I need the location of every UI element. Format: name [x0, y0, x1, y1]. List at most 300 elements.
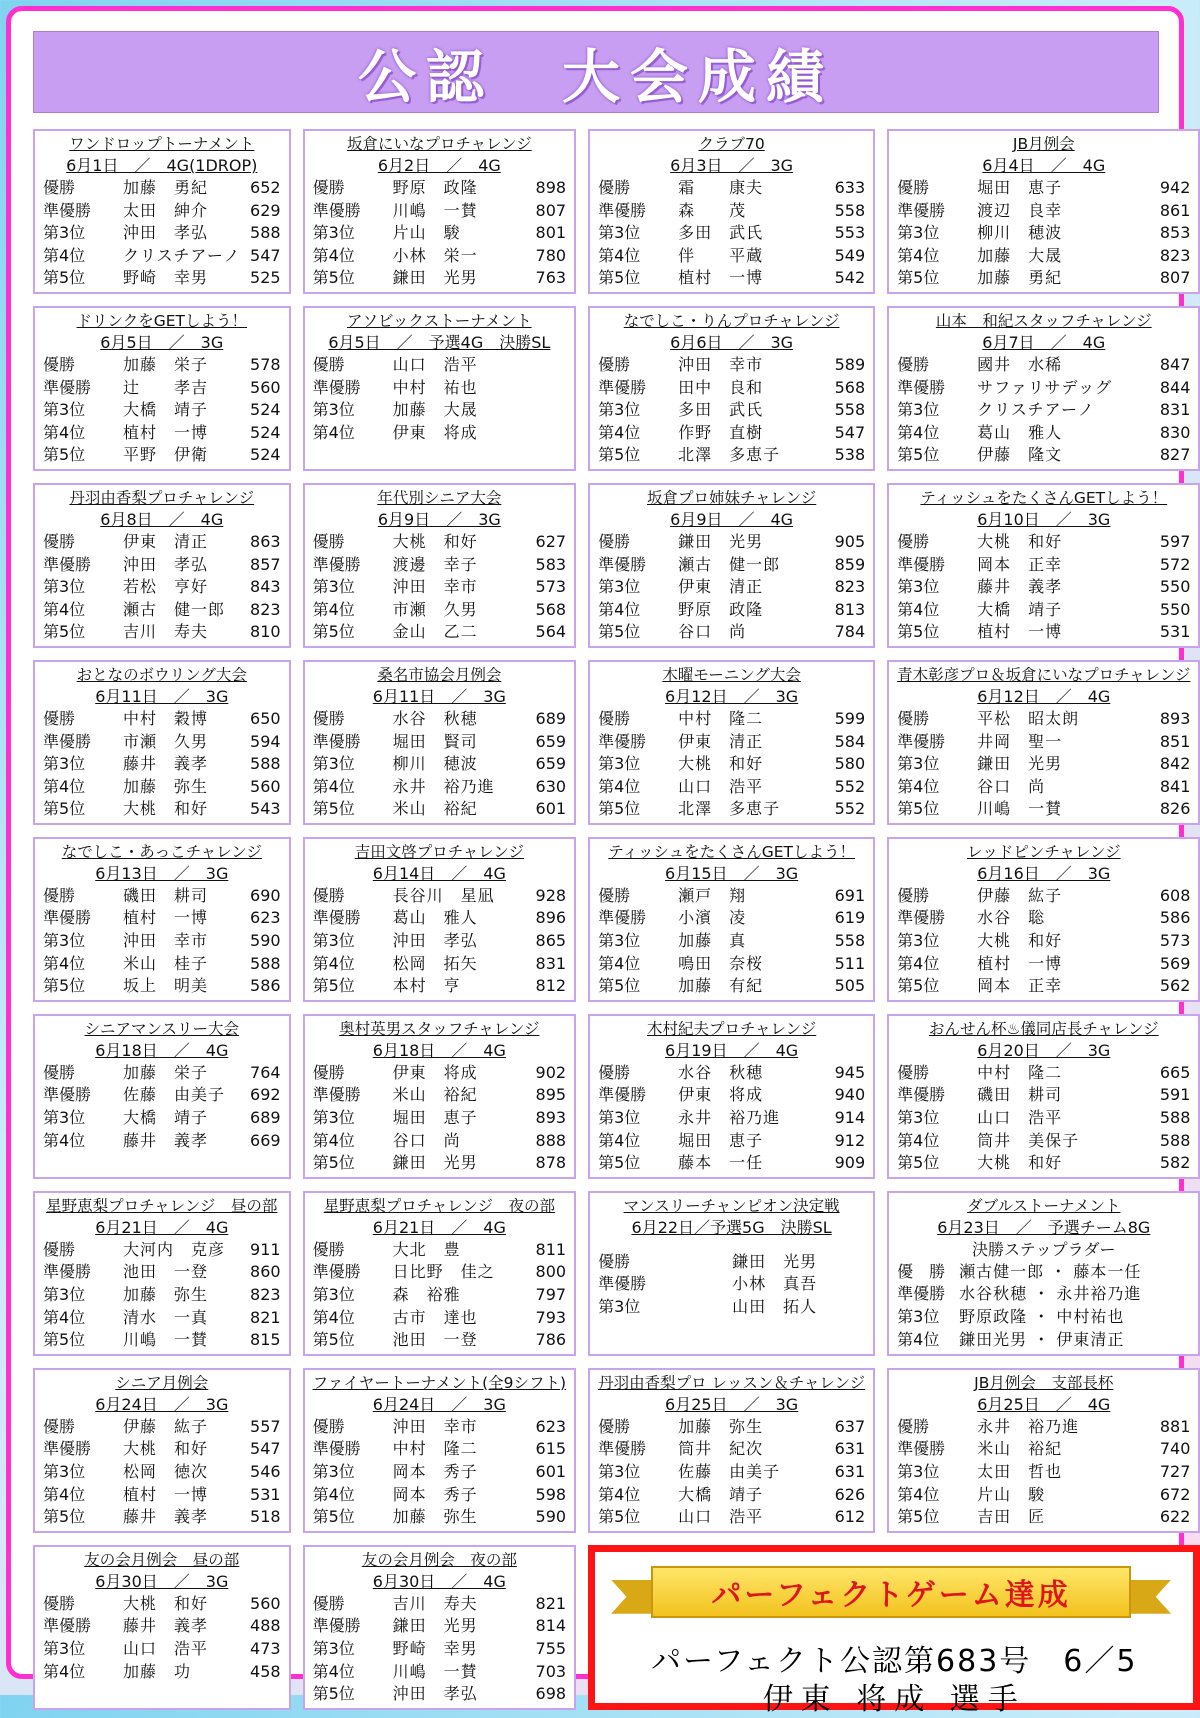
- player-name: 沖田 孝弘: [123, 554, 209, 574]
- player-name: 伊藤 隆文: [977, 445, 1063, 465]
- player-name: 筒井 美保子: [977, 1130, 1080, 1150]
- result-row: [313, 1615, 567, 1638]
- player-name: 渡辺 良幸: [977, 200, 1063, 220]
- score: 623: [250, 908, 281, 928]
- result-row: [598, 1484, 865, 1507]
- rank-label: 第4位: [598, 245, 641, 265]
- score: 552: [834, 776, 866, 796]
- player-name: 山口 浩平: [678, 776, 764, 796]
- score: 598: [535, 1484, 567, 1504]
- rank-label: 第4位: [897, 1329, 940, 1349]
- player-name: 松岡 拓矢: [392, 953, 478, 973]
- tournament-date: 6月30日 ／ 4G: [372, 1571, 506, 1591]
- result-row: [598, 798, 865, 821]
- score: 547: [250, 1439, 281, 1459]
- result-row: [897, 1329, 1190, 1352]
- result-row: [43, 798, 281, 821]
- tournament-name: レッドピンチャレンジ: [966, 842, 1121, 861]
- player-name: 大橋 靖子: [977, 599, 1063, 619]
- rank-label: 第5位: [897, 1153, 940, 1173]
- result-card: [303, 837, 577, 1002]
- score: 531: [250, 1484, 281, 1504]
- result-row: [598, 930, 865, 953]
- tournament-date: 6月16日 ／ 3G: [977, 863, 1111, 883]
- score: 665: [1159, 1062, 1191, 1082]
- tournament-name: なでしこ・あっこチャレンジ: [61, 842, 262, 861]
- result-row: [43, 885, 281, 908]
- score: 586: [250, 976, 281, 996]
- score: 830: [1159, 422, 1191, 442]
- score: 823: [250, 1285, 281, 1304]
- result-row: [598, 1152, 865, 1175]
- player-name: 沖田 幸市: [678, 354, 764, 374]
- result-row: [897, 267, 1190, 290]
- rank-label: 優勝: [43, 1593, 76, 1613]
- rank-label: 優勝: [897, 531, 930, 551]
- score: 823: [1159, 245, 1191, 265]
- rank-label: 第5位: [897, 268, 940, 288]
- rank-label: 準優勝: [598, 908, 647, 928]
- rank-label: 第4位: [598, 599, 641, 619]
- result-row: [598, 599, 865, 622]
- score: 847: [1159, 354, 1191, 374]
- rank-label: 準優勝: [43, 1262, 92, 1282]
- rank-label: 優勝: [897, 354, 930, 374]
- rank-label: 準優勝: [43, 554, 92, 574]
- score: 601: [535, 799, 567, 819]
- result-row: [598, 399, 865, 422]
- score: [1150, 1261, 1190, 1284]
- score: 786: [535, 1330, 567, 1350]
- tournament-date: 6月12日 ／ 3G: [665, 686, 799, 706]
- result-row: [897, 776, 1190, 799]
- rank-label: 優勝: [43, 531, 76, 551]
- rank-label: 優勝: [598, 354, 631, 374]
- player-name: 岡本 秀子: [392, 1461, 478, 1481]
- rank-label: 第3位: [312, 223, 355, 243]
- rank-label: 優勝: [312, 1239, 345, 1259]
- rank-label: 準優勝: [897, 377, 946, 397]
- tournament-name: 丹羽由香梨プロチャレンジ: [69, 488, 255, 507]
- player-name: 藤本 一任: [678, 1153, 764, 1173]
- score: 599: [834, 708, 866, 728]
- player-name: 本村 亨: [392, 976, 461, 996]
- result-card: [588, 1191, 875, 1356]
- rank-label: 第4位: [43, 1661, 86, 1681]
- player-name: 川嶋 一賛: [123, 1330, 209, 1350]
- result-row: [43, 1506, 281, 1529]
- player-name: 松岡 徳次: [123, 1461, 209, 1481]
- score: [825, 1273, 865, 1296]
- player-name: 加藤 真: [678, 931, 747, 951]
- tournament-date: 6月2日 ／ 4G: [377, 156, 501, 175]
- perfect-game-box: [588, 1545, 1200, 1717]
- rank-label: 優勝: [312, 885, 345, 905]
- result-row: [43, 222, 281, 245]
- result-row: [43, 354, 281, 377]
- player-name: 佐藤 由美子: [678, 1461, 781, 1481]
- score: 940: [834, 1085, 866, 1105]
- score: 560: [250, 776, 281, 796]
- score: 878: [535, 1153, 567, 1173]
- result-row: [43, 1130, 281, 1153]
- tournament-name: おんせん杯♨儀同店長チャレンジ: [928, 1019, 1159, 1038]
- result-row: [897, 1084, 1190, 1107]
- player-name: 大桃 和好: [977, 1153, 1063, 1173]
- tournament-name: 木村紀夫プロチャレンジ: [646, 1019, 817, 1038]
- player-name: 瀬戸 翔: [678, 885, 747, 905]
- result-card: [303, 1014, 577, 1179]
- result-row: [43, 267, 281, 290]
- player-name: 若松 亨好: [123, 577, 209, 597]
- score: 893: [535, 1108, 567, 1128]
- result-row: [897, 222, 1190, 245]
- score: 896: [535, 908, 567, 928]
- player-name: 市瀬 久男: [123, 731, 209, 751]
- rank-label: 優勝: [43, 885, 76, 905]
- score: 859: [834, 554, 866, 574]
- rank-label: 第4位: [43, 599, 86, 619]
- rank-label: 優勝: [43, 1062, 76, 1082]
- player-name: 加藤 勇紀: [123, 178, 209, 197]
- player-name: 市瀬 久男: [392, 599, 478, 619]
- rank-label: 準優勝: [43, 908, 92, 928]
- rank-label: 優勝: [598, 1416, 631, 1436]
- player-name: 谷口 尚: [977, 776, 1046, 796]
- result-row: [598, 200, 865, 223]
- result-row: [313, 798, 567, 821]
- player-name: 大橋 靖子: [123, 400, 209, 420]
- score: 815: [250, 1330, 281, 1350]
- result-row: [897, 1416, 1190, 1439]
- result-row: [43, 1638, 281, 1661]
- result-row: [897, 1107, 1190, 1130]
- score: 586: [1159, 908, 1191, 928]
- rank-label: 第4位: [312, 1661, 355, 1681]
- result-row: [598, 576, 865, 599]
- score: 831: [1159, 400, 1191, 420]
- player-name: 瀬古 健一郎: [678, 554, 781, 574]
- player-name: 大桃 和好: [123, 1593, 209, 1613]
- player-name: 長谷川 星凪: [392, 885, 495, 905]
- result-row: [897, 177, 1190, 200]
- score: 650: [250, 708, 281, 728]
- result-row: [313, 1484, 567, 1507]
- result-row: [43, 1261, 281, 1284]
- result-card: [303, 1368, 577, 1533]
- result-row: [43, 531, 281, 554]
- rank-label: 第4位: [43, 776, 86, 796]
- player-name: 野原 政隆: [678, 599, 764, 619]
- result-row: [598, 1251, 865, 1274]
- result-row: [313, 599, 567, 622]
- score: 853: [1159, 223, 1191, 243]
- player-name: 伊東 将成: [392, 422, 478, 442]
- page-banner: [33, 31, 1159, 113]
- player-name: クリスチアーノ: [123, 245, 241, 265]
- score: 578: [250, 354, 281, 374]
- tournament-date: 6月7日 ／ 4G: [982, 332, 1106, 352]
- rank-label: 準優勝: [312, 1439, 361, 1459]
- result-row: [313, 753, 567, 776]
- rank-label: 準優勝: [598, 1439, 647, 1459]
- result-row: [43, 907, 281, 930]
- score: [825, 1296, 865, 1319]
- result-card: [33, 129, 291, 294]
- player-name: 中村 隆二: [977, 1062, 1063, 1082]
- rank-label: 優勝: [897, 1062, 930, 1082]
- rank-label: 第5位: [43, 622, 86, 642]
- result-row: [897, 1261, 1190, 1284]
- result-card: [887, 1014, 1200, 1179]
- result-row: [43, 753, 281, 776]
- player-name: 伊藤 紘子: [977, 885, 1063, 905]
- page-title: 公認 大会成績: [357, 43, 834, 111]
- rank-label: 第4位: [598, 776, 641, 796]
- score: 572: [1159, 554, 1191, 574]
- rank-label: 準優勝: [43, 200, 92, 220]
- player-name: 伊東 清正: [678, 731, 764, 751]
- rank-label: 第5位: [312, 1330, 355, 1350]
- rank-label: 第5位: [312, 1153, 355, 1173]
- score: 560: [250, 377, 281, 397]
- player-name: 植村 一博: [123, 1484, 209, 1504]
- result-row: [598, 1506, 865, 1529]
- score: 763: [535, 268, 567, 288]
- player-name: 伊東 将成: [678, 1085, 764, 1105]
- score: 823: [250, 599, 281, 619]
- rank-label: 準優勝: [43, 731, 92, 751]
- score: 547: [250, 245, 281, 265]
- tournament-date: 6月9日 ／ 4G: [670, 509, 794, 529]
- result-row: [313, 177, 567, 200]
- result-card: [303, 483, 577, 648]
- rank-label: 第3位: [43, 1285, 86, 1304]
- result-row: [43, 444, 281, 467]
- result-row: [313, 731, 567, 754]
- result-card: [887, 837, 1200, 1002]
- tournament-date: 6月25日 ／ 3G: [665, 1394, 799, 1414]
- tournament-date: 6月22日／予選5G 決勝SL: [631, 1217, 832, 1237]
- rank-label: 第3位: [312, 931, 355, 951]
- score: 793: [535, 1307, 567, 1327]
- player-name: 鎌田 光男: [392, 1616, 478, 1636]
- rank-label: 第3位: [897, 1461, 940, 1481]
- tournament-date: 6月20日 ／ 3G: [977, 1040, 1111, 1060]
- result-row: [598, 554, 865, 577]
- player-name: 小濱 凌: [678, 908, 747, 928]
- tournament-name: 桑名市協会月例会: [377, 665, 502, 684]
- result-row: [43, 576, 281, 599]
- rank-label: 第3位: [598, 1108, 641, 1128]
- result-row: [43, 200, 281, 223]
- score: 842: [1159, 754, 1191, 774]
- score: 637: [834, 1416, 866, 1436]
- rank-label: 第4位: [598, 1130, 641, 1150]
- result-row: [43, 930, 281, 953]
- result-row: [313, 621, 567, 644]
- player-name: 米山 桂子: [123, 953, 209, 973]
- tournament-date: 6月15日 ／ 3G: [665, 863, 799, 883]
- tournament-name: 年代別シニア大会: [377, 488, 502, 507]
- result-row: [598, 621, 865, 644]
- result-row: [43, 1438, 281, 1461]
- tournament-date: 6月14日 ／ 4G: [372, 863, 506, 883]
- result-row: [313, 1416, 567, 1439]
- result-card: [588, 660, 875, 825]
- rank-label: 準優勝: [598, 554, 647, 574]
- result-row: [313, 1329, 567, 1352]
- player-name: 池田 一登: [123, 1262, 209, 1282]
- rank-label: 第5位: [312, 1684, 355, 1704]
- rank-label: 優勝: [598, 708, 631, 728]
- rank-label: 準優勝: [598, 731, 647, 751]
- rank-label: 第4位: [598, 953, 641, 973]
- rank-label: 準優勝: [598, 200, 647, 220]
- result-row: [43, 1416, 281, 1439]
- rank-label: 第3位: [312, 400, 355, 420]
- result-row: [313, 1506, 567, 1529]
- score: 861: [1159, 200, 1191, 220]
- tournament-date: 6月9日 ／ 3G: [377, 509, 501, 529]
- score: 488: [250, 1616, 281, 1636]
- player-name: 野崎 幸男: [392, 1638, 478, 1658]
- score: 580: [834, 754, 866, 774]
- rank-label: 第3位: [43, 223, 86, 243]
- result-row: [313, 554, 567, 577]
- rank-label: 第4位: [43, 245, 86, 265]
- player-name: 植村 一博: [678, 268, 764, 288]
- result-card: [303, 129, 577, 294]
- rank-label: 第3位: [598, 223, 641, 243]
- player-name: 沖田 孝弘: [123, 223, 209, 243]
- result-row: [313, 1239, 567, 1262]
- result-row: [43, 1461, 281, 1484]
- player-name: 岡本 正幸: [977, 554, 1063, 574]
- rank-label: 第4位: [897, 599, 940, 619]
- tournament-name: ティッシュをたくさんGETしよう！: [920, 488, 1168, 507]
- tournament-date: 6月23日 ／ 予選チーム8G: [937, 1217, 1151, 1237]
- result-card: [588, 483, 875, 648]
- score: 558: [834, 200, 866, 220]
- tournament-name: アソビックストーナメント: [347, 311, 532, 330]
- rank-label: 準優勝: [897, 1284, 946, 1304]
- result-row: [43, 1484, 281, 1507]
- result-row: [43, 1329, 281, 1352]
- score: 851: [1159, 731, 1191, 751]
- result-row: [43, 377, 281, 400]
- rank-label: 第3位: [598, 931, 641, 951]
- score: 810: [250, 622, 281, 642]
- rank-label: 第3位: [312, 1108, 355, 1128]
- result-card: [887, 483, 1200, 648]
- player-name: 川嶋 一賛: [392, 1661, 478, 1681]
- score: 588: [250, 953, 281, 973]
- score: 591: [1159, 1085, 1191, 1105]
- rank-label: 第4位: [598, 1484, 641, 1504]
- score: 945: [834, 1062, 866, 1082]
- player-name: 多田 武氏: [678, 400, 764, 420]
- tournament-date: 6月18日 ／ 4G: [372, 1040, 506, 1060]
- rank-label: 第3位: [598, 1297, 641, 1316]
- score: 601: [535, 1461, 567, 1481]
- player-name: 中村 隆二: [678, 708, 764, 728]
- score: 546: [250, 1461, 281, 1481]
- player-name: 加藤 栄子: [123, 354, 209, 374]
- result-row: [43, 1107, 281, 1130]
- score: 623: [535, 1416, 567, 1436]
- result-card: [33, 1191, 291, 1356]
- rank-label: 優勝: [897, 708, 930, 728]
- score: 902: [535, 1062, 567, 1082]
- result-row: [897, 1062, 1190, 1085]
- score: 942: [1159, 178, 1191, 197]
- player-name: 大橋 靖子: [678, 1484, 764, 1504]
- player-name: クリスチアーノ: [977, 400, 1095, 420]
- result-row: [598, 1416, 865, 1439]
- result-card: [887, 129, 1200, 294]
- result-row: [598, 531, 865, 554]
- rank-label: 準優勝: [897, 731, 946, 751]
- tournament-date: 6月6日 ／ 3G: [670, 332, 794, 352]
- rank-label: 第4位: [312, 1484, 355, 1504]
- spacer: [598, 1239, 865, 1251]
- player-name: 古市 達也: [392, 1307, 478, 1327]
- score: 909: [834, 1153, 866, 1173]
- result-row: [897, 621, 1190, 644]
- rank-label: 第4位: [43, 953, 86, 973]
- result-card: [887, 1191, 1200, 1356]
- result-row: [313, 1661, 567, 1684]
- rank-label: 優勝: [312, 1593, 345, 1613]
- result-row: [897, 576, 1190, 599]
- score: 898: [535, 178, 567, 197]
- player-name: 國井 水稀: [977, 354, 1063, 374]
- result-row: [598, 731, 865, 754]
- result-row: [313, 930, 567, 953]
- rank-label: 第4位: [312, 1130, 355, 1150]
- player-name: 水谷 聡: [977, 908, 1046, 928]
- result-row: [313, 245, 567, 268]
- rank-label: 第3位: [598, 577, 641, 597]
- score: 691: [834, 885, 866, 905]
- tournament-name: 吉田文啓プロチャレンジ: [354, 842, 524, 861]
- score: 588: [250, 223, 281, 243]
- tournament-name: シニア月例会: [115, 1373, 209, 1392]
- score: 525: [250, 268, 281, 288]
- player-name: 小林 真吾: [732, 1274, 818, 1294]
- score: 588: [250, 754, 281, 774]
- rank-label: 準優勝: [312, 377, 361, 397]
- ribbon-center: [651, 1566, 1131, 1618]
- player-name: 伊東 清正: [123, 531, 209, 551]
- rank-label: 第4位: [897, 1130, 940, 1150]
- rank-label: 優勝: [312, 1062, 345, 1082]
- rank-label: 第4位: [312, 953, 355, 973]
- result-row: [43, 1307, 281, 1330]
- player-name: 岡本 正幸: [977, 976, 1063, 996]
- rank-label: 優勝: [312, 708, 345, 728]
- tournament-name: JB月例会: [1012, 135, 1075, 153]
- result-row: [313, 1152, 567, 1175]
- score: 524: [250, 400, 281, 420]
- result-card: [303, 306, 577, 471]
- rank-label: 第3位: [897, 400, 940, 420]
- rank-label: 準優勝: [312, 200, 361, 220]
- result-row: [598, 1130, 865, 1153]
- score: 912: [834, 1130, 866, 1150]
- player-name: 瀬古健一郎 ・ 藤本一任: [959, 1261, 1142, 1281]
